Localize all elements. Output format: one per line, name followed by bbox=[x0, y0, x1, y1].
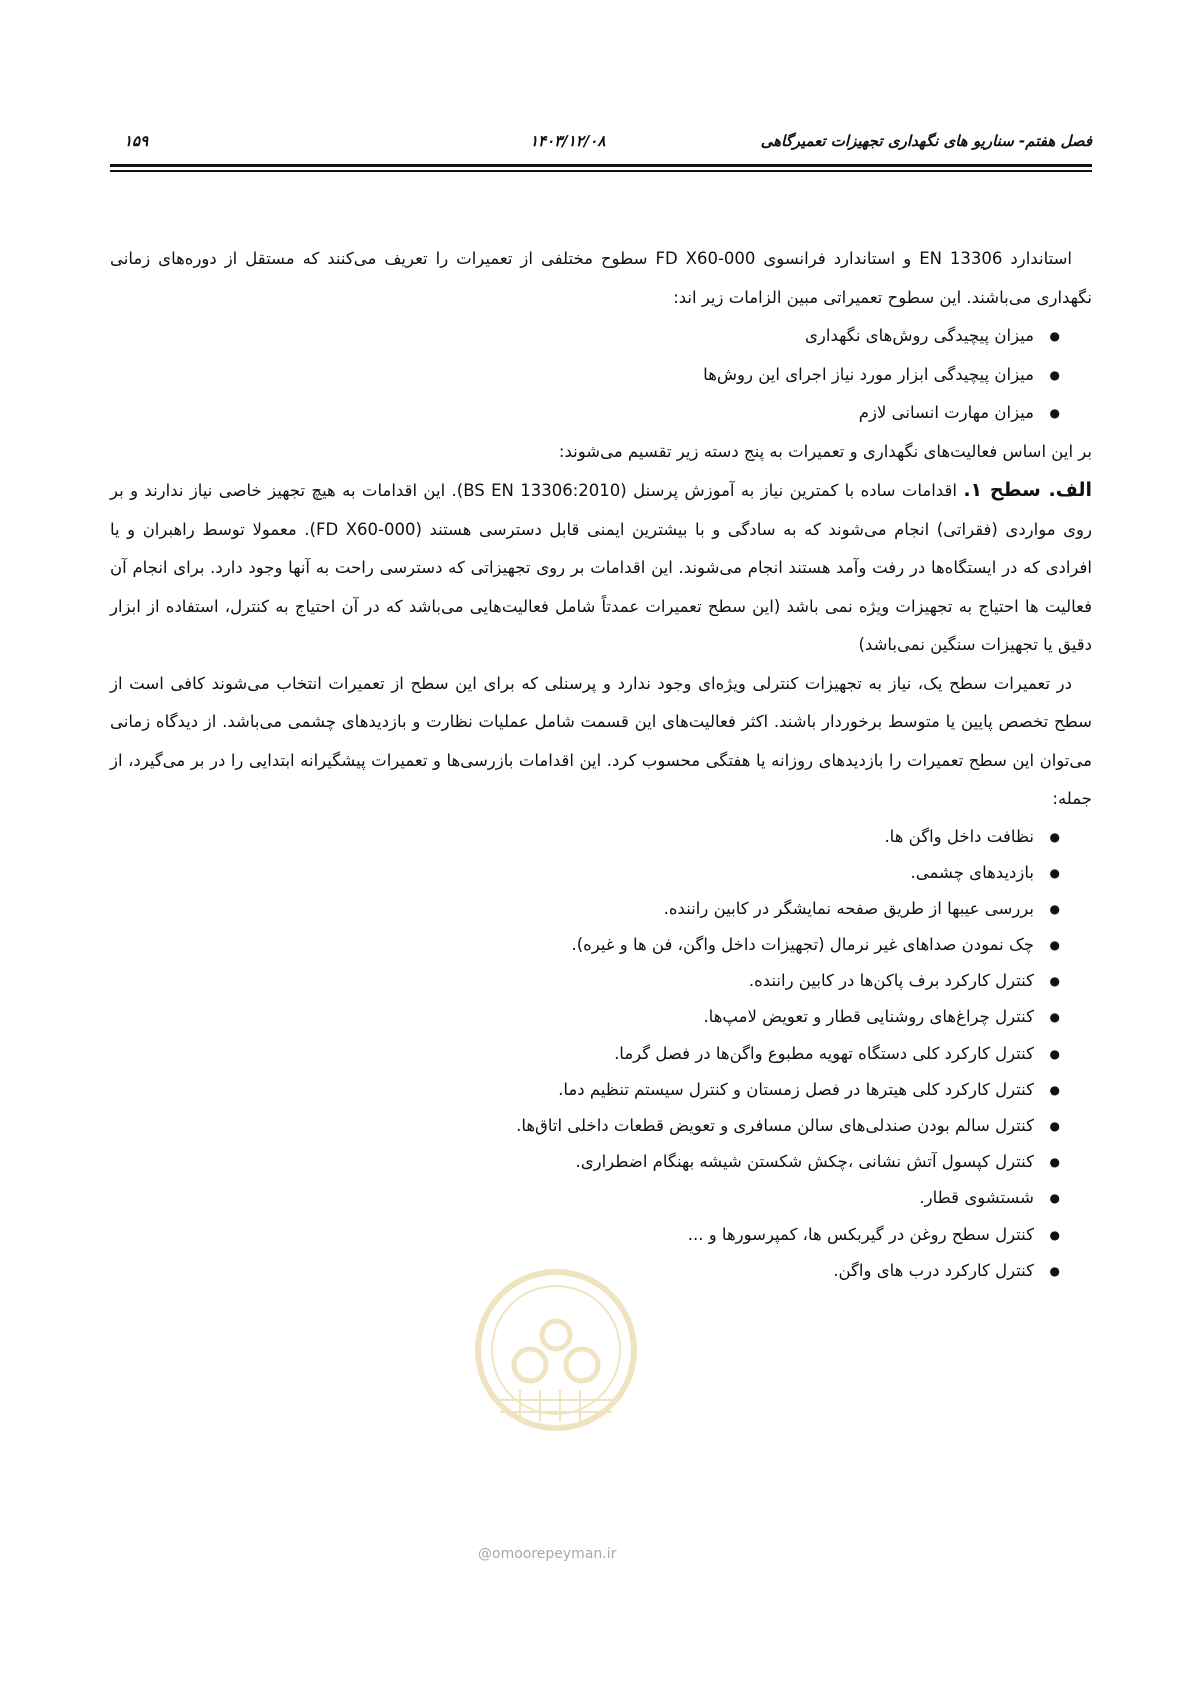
list-item: ● میزان مهارت انسانی لازم bbox=[110, 394, 1092, 433]
list-item: ● کنترل چراغ‌های روشنایی قطار و تعویض لامپ‌ها. bbox=[110, 999, 1092, 1035]
bullet-icon: ● bbox=[1049, 1082, 1060, 1097]
intro-paragraph: استاندارد EN 13306 و استاندارد فرانسوی FD X60-000 سطوح مختلفی از تعمیرات را تعریف می‌کنند که مستقل از دوره‌های زمانی نگهداری می‌باشند. این سطوح تعمیراتی مبین الزامات زیر اند: bbox=[110, 249, 1092, 307]
bullet-icon: ● bbox=[1049, 1263, 1060, 1278]
list-item: ● بررسی عیبها از طریق صفحه نمایشگر در کابین راننده. bbox=[110, 891, 1092, 927]
bullet-icon: ● bbox=[1049, 1046, 1060, 1061]
level1-detail-paragraph: در تعمیرات سطح یک، نیاز به تجهیزات کنترلی ویژه‌ای وجود ندارد و پرسنلی که برای این سطح از تعمیرات انتخاب می‌شوند کافی است از سطح تخصص پایین یا متوسط برخوردار باشند. اکثر فعالیت‌های این قسمت شامل عملیات نظارت و بازدیدهای چشمی می‌باشد. از دیدگاه زمانی می‌توان این سطح تعمیرات را بازدیدهای روزانه یا هفتگی محسوب کرد. این اقدامات بازرسی‌ها و تعمیرات پیشگیرانه ابتدایی را در بر می‌گیرد، از جمله: bbox=[110, 673, 1092, 808]
list-item: ● کنترل کارکرد برف پاکن‌ها در کابین راننده. bbox=[110, 963, 1092, 999]
chapter-title: فصل هفتم- سناریو های نگهداری تجهیزات تعمیرگاهی bbox=[760, 132, 1092, 150]
header-date: ۱۴۰۳/۱۲/۰۸ bbox=[530, 132, 606, 150]
bullet-icon: ● bbox=[1049, 406, 1060, 420]
list-item: ● بازدیدهای چشمی. bbox=[110, 855, 1092, 891]
list-item: ● نظافت داخل واگن ها. bbox=[110, 819, 1092, 855]
list-item: ● میزان پیچیدگی روش‌های نگهداری bbox=[110, 317, 1092, 356]
bullet-icon: ● bbox=[1049, 1010, 1060, 1025]
bullet-icon: ● bbox=[1049, 938, 1060, 953]
list-item: ● کنترل کارکرد کلی دستگاه تهویه مطبوع واگن‌ها در فصل گرما. bbox=[110, 1036, 1092, 1072]
list-item: ● میزان پیچیدگی ابزار مورد نیاز اجرای این روش‌ها bbox=[110, 356, 1092, 395]
bullet-icon: ● bbox=[1049, 1155, 1060, 1170]
bullet-icon: ● bbox=[1049, 865, 1060, 880]
bullet-icon: ● bbox=[1049, 1227, 1060, 1242]
list-item: ● کنترل کارکرد کلی هیترها در فصل زمستان و کنترل سیستم تنظیم دما. bbox=[110, 1072, 1092, 1108]
list-item: ● کنترل کارکرد درب های واگن. bbox=[110, 1253, 1092, 1289]
bullet-icon: ● bbox=[1049, 329, 1060, 343]
header-rule-thick bbox=[110, 164, 1092, 167]
bullet-icon: ● bbox=[1049, 829, 1060, 844]
list-item: ● کنترل سالم بودن صندلی‌های سالن مسافری و تعویض قطعات داخلی اتاق‌ها. bbox=[110, 1108, 1092, 1144]
bullet-icon: ● bbox=[1049, 1119, 1060, 1133]
bullet-icon: ● bbox=[1049, 974, 1060, 989]
requirements-list bbox=[110, 317, 1092, 433]
body-text bbox=[110, 240, 1092, 1289]
list-item: ● کنترل سطح روغن در گیربکس ها، کمپرسورها و ... bbox=[110, 1217, 1092, 1253]
page-header bbox=[110, 128, 1092, 158]
bullet-icon: ● bbox=[1049, 1191, 1060, 1206]
list-item: ● شستشوی قطار. bbox=[110, 1180, 1092, 1216]
level1-paragraph: الف. سطح ۱. اقدامات ساده با کمترین نیاز به آموزش پرسنل (BS EN 13306:2010). این اقدامات به هیچ تجهیز خاصی نیاز ندارند و بر روی مواردی (فقراتی) انجام می‌شوند که به سادگی و با بیشترین ایمنی قابل دسترسی هستند (FD X60-000). معمولا توسط راهبران و یا افرادی که در ایستگاه‌ها در رفت وآمد هستند انجام می‌شوند. این اقدامات بر روی تجهیزاتی که دسترسی راحت به آنها وجود دارد. برای انجام آن فعالیت ها احتیاج به تجهیزات ویژه نمی باشد (این سطح تعمیرات عمدتاً شامل فعالیت‌هایی می‌باشد که در آن احتیاج به کنترل، استفاده از ابزار دقیق یا تجهیزات سنگین نمی‌باشد) bbox=[110, 479, 1093, 654]
bullet-icon: ● bbox=[1049, 367, 1060, 382]
at-icon: @ bbox=[478, 1546, 492, 1562]
list-item: ● چک نمودن صداهای غیر نرمال (تجهیزات داخل واگن، فن ها و غیره). bbox=[110, 927, 1092, 963]
watermark-site: @omoorepeyman.ir bbox=[478, 1546, 617, 1562]
header-rule-thin bbox=[110, 170, 1092, 172]
level1-tasks-list bbox=[110, 819, 1092, 1289]
categories-sentence: بر این اساس فعالیت‌های نگهداری و تعمیرات به پنج دسته زیر تقسیم می‌شوند: bbox=[558, 441, 1092, 461]
bullet-icon: ● bbox=[1049, 901, 1060, 916]
level1-heading: الف. سطح ۱. bbox=[963, 479, 1093, 501]
list-item: ● کنترل کپسول آتش نشانی ،چکش شکستن شیشه بهنگام اضطراری. bbox=[110, 1144, 1092, 1180]
page-number: ۱۵۹ bbox=[124, 132, 149, 150]
